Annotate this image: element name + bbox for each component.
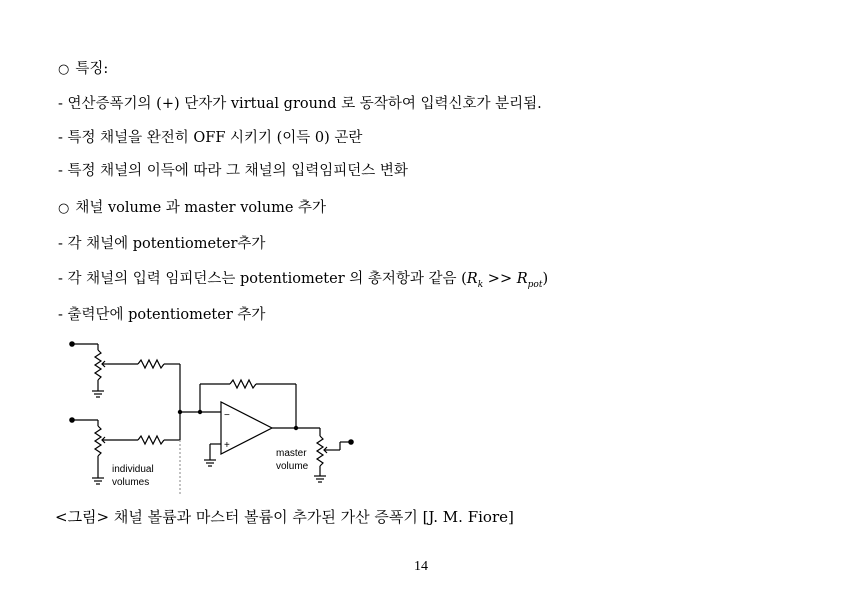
- feature-item-2: - 특정 채널을 완전히 OFF 시키기 (이득 0) 곤란: [58, 130, 363, 146]
- node-dot: [198, 410, 202, 414]
- resistor-2: [138, 436, 164, 444]
- plus-sign: +: [224, 440, 230, 451]
- feedback-resistor: [230, 380, 256, 388]
- figure-caption: <그림> 채널 볼륨과 마스터 볼륨이 추가된 가산 증폭기 [J. M. Fiore]: [55, 508, 514, 526]
- feature-item-3: - 특정 채널의 이득에 따라 그 채널의 입력임피던스 변화: [58, 163, 408, 179]
- r-pot-symbol: $R_{pot}$: [516, 271, 543, 290]
- volume-item-1: - 각 채널에 potentiometer추가: [58, 236, 266, 252]
- circle-bullet-icon: ○: [58, 62, 70, 77]
- section-features: [58, 60, 108, 79]
- r-k-symbol: $R_k$: [466, 271, 484, 290]
- resistor-1: [138, 360, 164, 368]
- master-volume-label-1: master: [276, 448, 307, 459]
- master-potentiometer: [317, 436, 323, 466]
- section-volume: [58, 199, 326, 218]
- volume-item-2: - 출력단에 potentiometer 추가: [58, 307, 266, 323]
- individual-volumes-label-1: individual: [112, 464, 154, 475]
- summing-amplifier-circuit-diagram: [60, 336, 360, 496]
- circle-bullet-icon: ○: [58, 201, 70, 216]
- master-volume-label-2: volume: [276, 461, 309, 472]
- potentiometer-2: [95, 426, 101, 456]
- node-dot: [294, 426, 298, 430]
- feature-item-1: - 연산증폭기의 (+) 단자가 virtual ground 로 동작하여 입력신호가 분리됨.: [58, 96, 542, 112]
- section-title-features: 특징:: [75, 61, 109, 77]
- individual-volumes-label-2: volumes: [112, 477, 150, 488]
- node-dot: [178, 410, 182, 414]
- page-number: 14: [414, 559, 428, 574]
- potentiometer-1: [95, 350, 101, 380]
- section-title-volume: 채널 volume 과 master volume 추가: [75, 200, 327, 216]
- minus-sign: −: [224, 410, 230, 421]
- impedance-item: - 각 채널의 입력 임피던스는 potentiometer 의 총저항과 같음 $(R_k >> R_{pot})$: [58, 271, 549, 290]
